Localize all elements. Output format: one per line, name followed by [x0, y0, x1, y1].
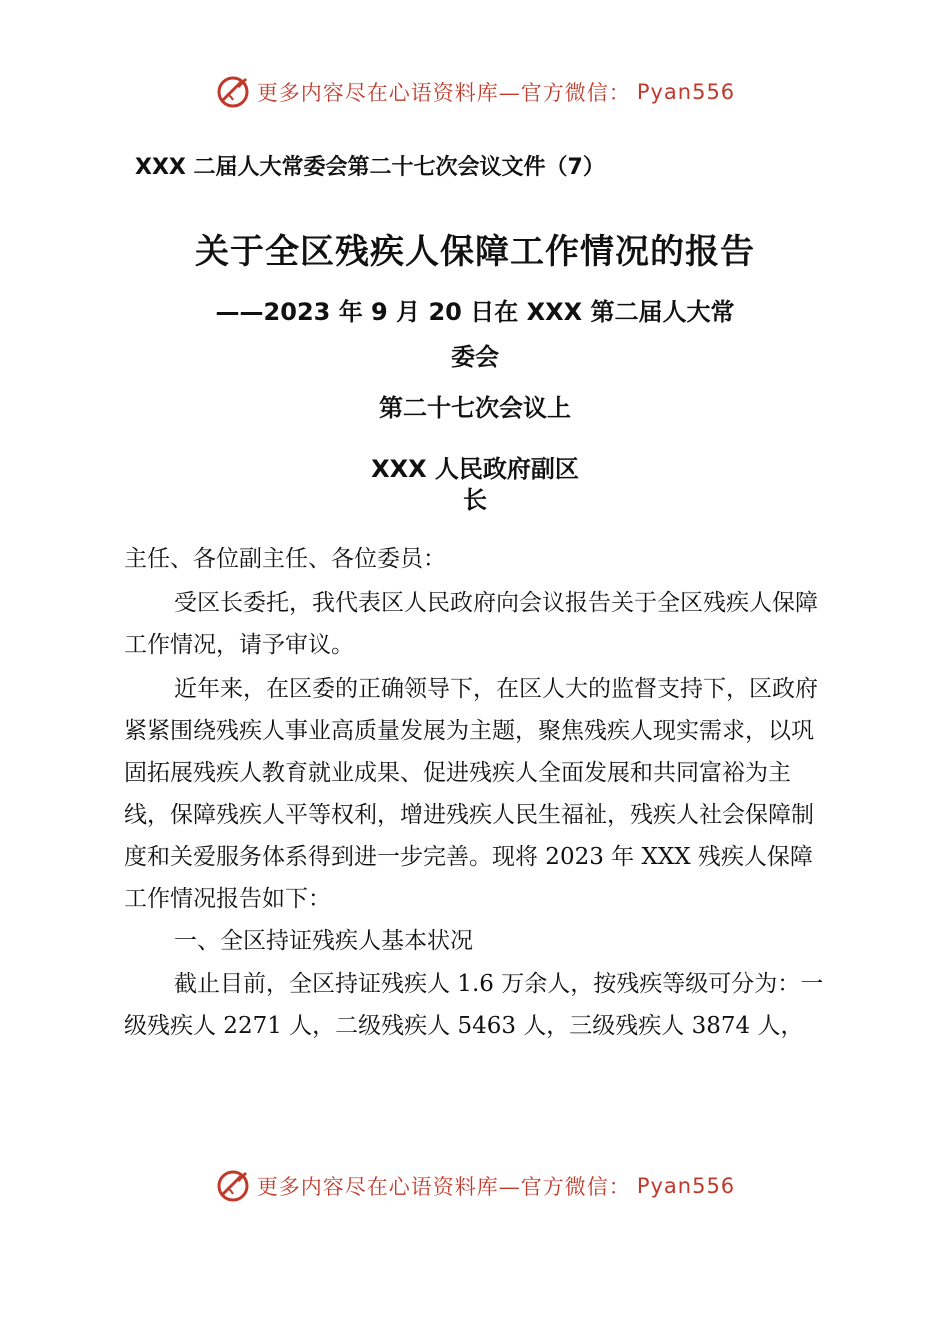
watermark-wechat-id: Pyan556 [636, 1174, 736, 1198]
watermark-banner-bottom [0, 1166, 950, 1206]
subtitle-line: ——2023 年 9 月 20 日在 XXX 第二届人大常 [215, 298, 735, 326]
speaker-line: XXX 人民政府副区 [371, 455, 579, 483]
subtitle-line: 委会 [451, 343, 499, 371]
brush-logo-icon [215, 74, 251, 110]
watermark-banner-top [0, 72, 950, 112]
subtitle-line: 第二十七次会议上 [379, 394, 571, 422]
body-paragraph: 受区长委托，我代表区人民政府向会议报告关于全区残疾人保障工作情况，请予审议。 [124, 590, 818, 658]
watermark-wechat-id: Pyan556 [636, 80, 736, 104]
report-title: 关于全区残疾人保障工作情况的报告 [195, 232, 755, 272]
section-heading: 一、全区持证残疾人基本状况 [174, 928, 473, 954]
body-paragraph: 截止目前，全区持证残疾人 1.6 万余人，按残疾等级可分为：一级残疾人 2271 人，二级残疾人 5463 人，三级残疾人 3874 人， [124, 971, 824, 1039]
speaker-line: 长 [463, 486, 487, 514]
watermark-text: 更多内容尽在心语资料库—官方微信： [256, 81, 631, 105]
watermark-text: 更多内容尽在心语资料库—官方微信： [256, 1175, 631, 1199]
document-header: XXX 二届人大常委会第二十七次会议文件（7） [135, 155, 605, 180]
body-paragraph: 近年来，在区委的正确领导下，在区人大的监督支持下，区政府紧紧围绕残疾人事业高质量发展为主题，聚焦残疾人现实需求，以巩固拓展残疾人教育就业成果、促进残疾人全面发展和共同富裕为主线，保障残疾人平等权利，增进残疾人民生福祉，残疾人社会保障制度和关爱服务体系得到进一步完善。现将 2023 年 XXX 残疾人保障工作情况报告如下： [124, 676, 818, 912]
salutation: 主任、各位副主任、各位委员： [124, 546, 446, 572]
brush-logo-icon [215, 1168, 251, 1204]
